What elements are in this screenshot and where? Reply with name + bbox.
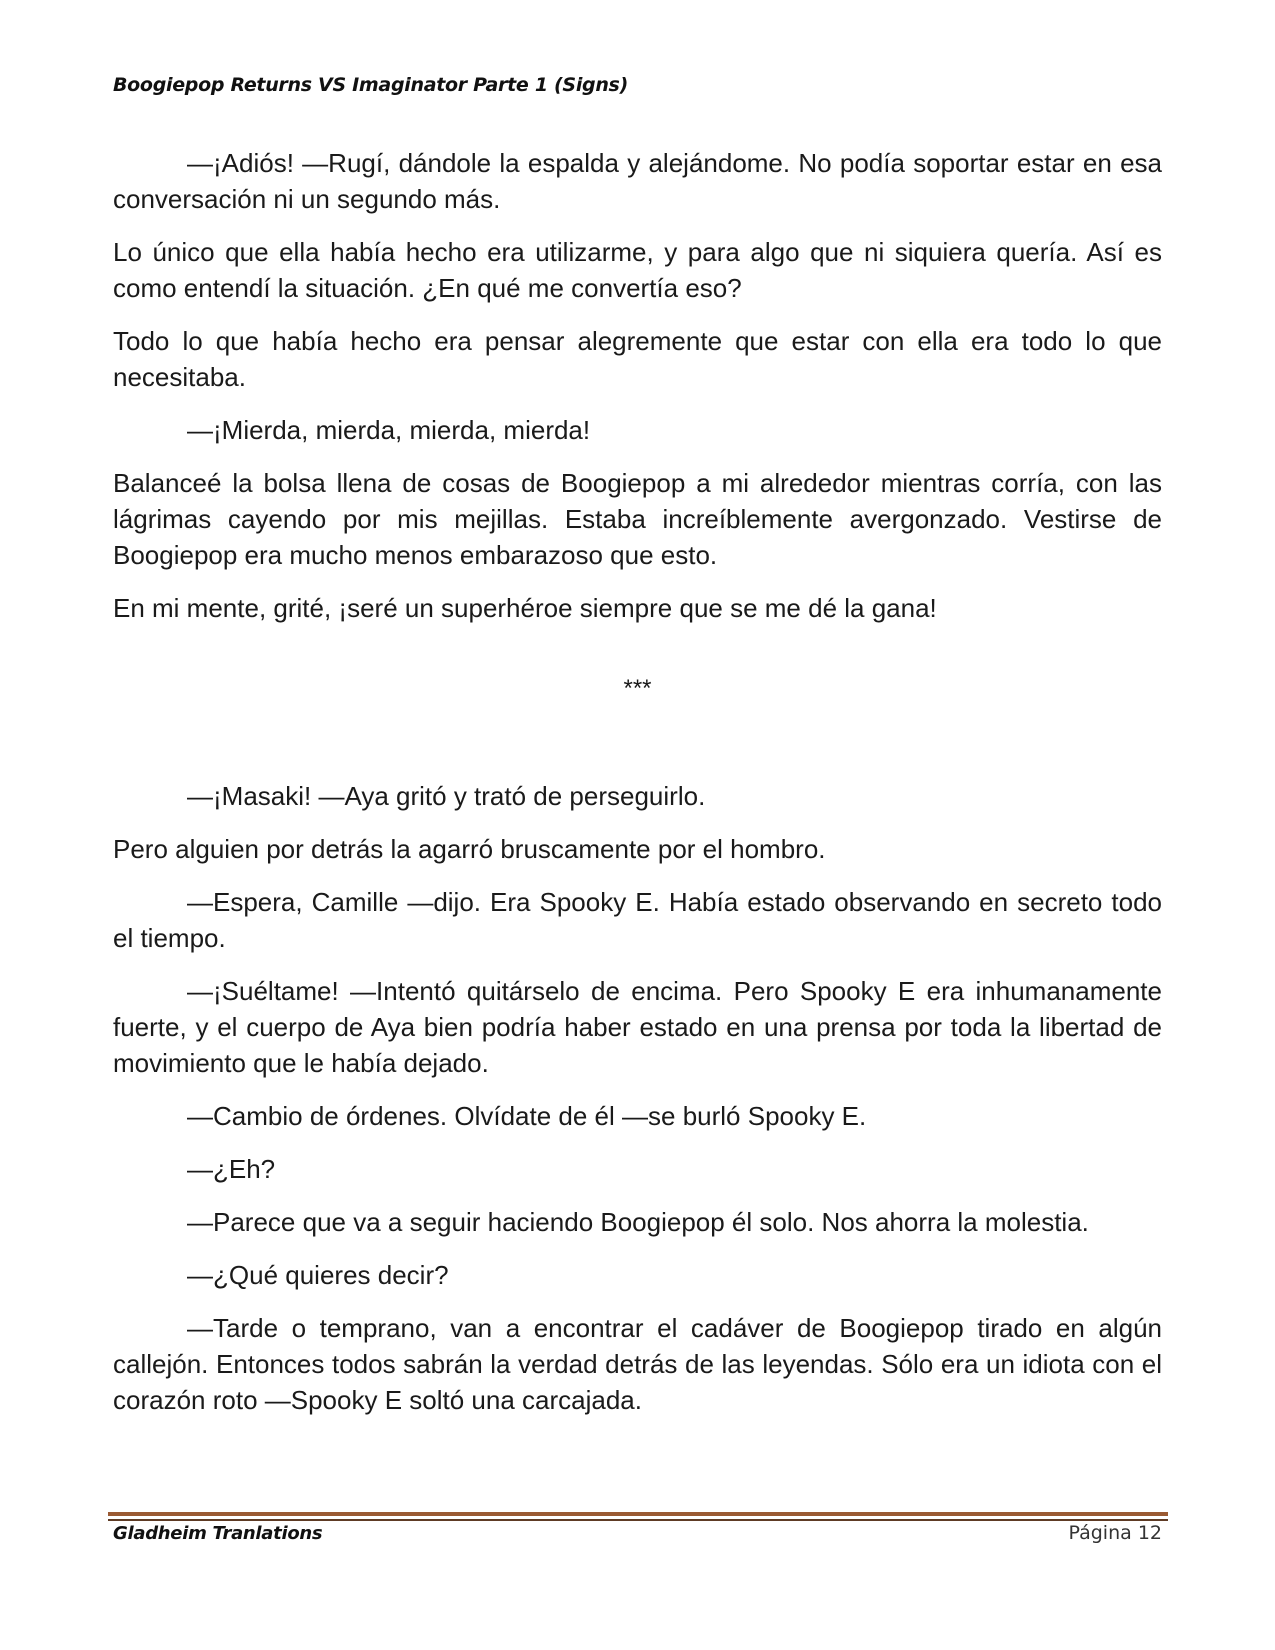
scene-break: *** [623, 675, 652, 702]
paragraph: —Parece que va a seguir haciendo Boogiepop él solo. Nos ahorra la molestia. [187, 1207, 1089, 1237]
paragraph: Balanceé la bolsa llena de cosas de Boogiepop a mi alrededor mientras corría, con las lágrimas cayendo por mis mejillas. Estaba increíblemente avergonzado. Vestirse de Boogiepop era mucho menos embarazoso que esto. [113, 468, 1162, 570]
footer-divider [108, 1512, 1168, 1521]
paragraph: —Espera, Camille —dijo. Era Spooky E. Había estado observando en secreto todo el tiempo. [113, 887, 1162, 953]
paragraph: —¡Mierda, mierda, mierda, mierda! [187, 415, 591, 445]
running-header-title: Boogiepop Returns VS Imaginator Parte 1 (Signs) [113, 74, 628, 96]
paragraph: —¿Eh? [187, 1154, 276, 1184]
paragraph: Pero alguien por detrás la agarró bruscamente por el hombro. [113, 834, 826, 864]
paragraph: —¿Qué quieres decir? [187, 1260, 449, 1290]
paragraph: —¡Masaki! —Aya gritó y trató de perseguirlo. [187, 781, 706, 811]
paragraph: —Cambio de órdenes. Olvídate de él —se burló Spooky E. [187, 1101, 867, 1131]
footer-rule-thin [108, 1519, 1168, 1521]
paragraph: —Tarde o temprano, van a encontrar el cadáver de Boogiepop tirado en algún callejón. Entonces todos sabrán la verdad detrás de las leyendas. Sólo era un idiota con el corazón roto —Spooky E soltó una carcajada. [113, 1313, 1162, 1415]
paragraph: —¡Suéltame! —Intentó quitárselo de encima. Pero Spooky E era inhumanamente fuerte, y el cuerpo de Aya bien podría haber estado en una prensa por toda la libertad de movimiento que le había dejado. [113, 976, 1162, 1078]
footer-rule-thick [108, 1512, 1168, 1516]
footer-credit: Gladheim Tranlations [113, 1523, 323, 1544]
paragraph: En mi mente, grité, ¡seré un superhéroe siempre que se me dé la gana! [113, 593, 937, 623]
page-label: Página [1068, 1522, 1132, 1544]
document-body [113, 145, 1162, 1435]
paragraph: —¡Adiós! —Rugí, dándole la espalda y alejándome. No podía soportar estar en esa conversación ni un segundo más. [113, 148, 1162, 214]
paragraph: Todo lo que había hecho era pensar alegremente que estar con ella era todo lo que necesitaba. [113, 326, 1162, 392]
paragraph: Lo único que ella había hecho era utilizarme, y para algo que ni siquiera quería. Así es como entendí la situación. ¿En qué me convertía eso? [113, 237, 1162, 303]
page-number [1068, 1522, 1162, 1544]
page-number-value: 12 [1137, 1522, 1162, 1544]
